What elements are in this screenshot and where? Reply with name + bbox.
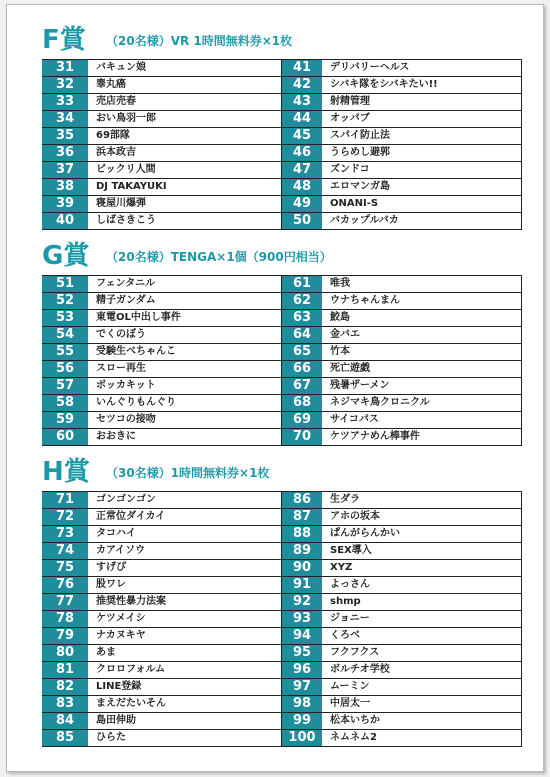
entry-name: ONANI-S — [330, 198, 379, 209]
entry-number: 37 — [42, 162, 88, 178]
entry-name: 浜本政吉 — [96, 147, 136, 158]
entry-row — [282, 713, 522, 730]
entry-number: 97 — [282, 679, 322, 695]
entry-number: 64 — [282, 327, 322, 343]
entry-row — [282, 310, 522, 327]
entry-name: オッパブ — [330, 113, 370, 124]
entry-row — [42, 60, 282, 77]
entry-row — [42, 492, 282, 509]
entry-number: 90 — [282, 560, 322, 576]
entry-row — [42, 577, 282, 594]
entry-number: 33 — [42, 94, 88, 110]
entry-number: 79 — [42, 628, 88, 644]
entry-number: 35 — [42, 128, 88, 144]
entry-row — [282, 543, 522, 560]
entry-row — [42, 679, 282, 696]
entry-number: 87 — [282, 509, 322, 525]
entry-row — [42, 412, 282, 429]
entry-name: シバキ隊をシバキたい!! — [330, 79, 438, 90]
entry-row — [42, 213, 282, 230]
entry-row — [42, 310, 282, 327]
entry-number: 42 — [282, 77, 322, 93]
entry-name: でくのぼう — [96, 329, 146, 340]
entry-row — [282, 509, 522, 526]
entry-table — [42, 275, 522, 444]
entry-number: 70 — [282, 429, 322, 445]
entry-row — [282, 679, 522, 696]
entry-number: 50 — [282, 213, 322, 229]
entry-row — [282, 293, 522, 310]
right-column — [282, 276, 522, 446]
entry-name: フェンタニル — [96, 278, 156, 289]
prize-title: H賞 — [42, 457, 90, 487]
entry-number: 55 — [42, 344, 88, 360]
entry-name: おおきに — [96, 431, 136, 442]
entry-name: クロロフォルム — [96, 664, 166, 675]
entry-number: 92 — [282, 594, 322, 610]
entry-number: 34 — [42, 111, 88, 127]
entry-name: ビックリ人間 — [96, 164, 156, 175]
entry-number: 81 — [42, 662, 88, 678]
entry-name: 東電OL中出し事件 — [96, 312, 181, 323]
entry-name: 死亡遊戯 — [330, 363, 370, 374]
entry-name: ぱんがらんかい — [330, 528, 400, 539]
entry-table — [42, 59, 522, 228]
entry-row — [42, 327, 282, 344]
entry-name: 生ダラ — [330, 494, 360, 505]
entry-number: 51 — [42, 276, 88, 292]
entry-name: 松本いちか — [330, 715, 380, 726]
entry-row — [282, 526, 522, 543]
entry-row — [282, 60, 522, 77]
entry-name: 股ワレ — [96, 579, 126, 590]
entry-number: 31 — [42, 60, 88, 76]
entry-number: 47 — [282, 162, 322, 178]
entry-number: 41 — [282, 60, 322, 76]
entry-number: 36 — [42, 145, 88, 161]
entry-number: 95 — [282, 645, 322, 661]
entry-row — [282, 111, 522, 128]
entry-row — [42, 179, 282, 196]
entry-row — [282, 662, 522, 679]
prize-section-h — [42, 455, 522, 745]
entry-row — [282, 492, 522, 509]
prize-description: （20名様）TENGA×1個（900円相当） — [106, 250, 332, 264]
entry-name: ケツアナめん棒事件 — [330, 431, 420, 442]
entry-name: エロマンガ島 — [330, 181, 390, 192]
entry-row — [42, 645, 282, 662]
entry-row — [282, 628, 522, 645]
entry-name: スロー再生 — [96, 363, 146, 374]
entry-row — [282, 730, 522, 747]
right-column — [282, 60, 522, 230]
entry-row — [42, 429, 282, 446]
entry-name: ムーミン — [330, 681, 370, 692]
entry-row — [42, 94, 282, 111]
entry-number: 76 — [42, 577, 88, 593]
entry-row — [282, 577, 522, 594]
entry-name: アホの坂本 — [330, 511, 380, 522]
entry-row — [42, 560, 282, 577]
entry-number: 68 — [282, 395, 322, 411]
entry-row — [42, 713, 282, 730]
entry-row — [282, 77, 522, 94]
left-column — [42, 60, 282, 230]
entry-number: 46 — [282, 145, 322, 161]
entry-name: 精子ガンダム — [96, 295, 156, 306]
entry-number: 52 — [42, 293, 88, 309]
entry-row — [282, 412, 522, 429]
prize-title: F賞 — [42, 25, 86, 55]
entry-name: ゴンゴンゴン — [96, 494, 156, 505]
entry-name: LINE登録 — [96, 681, 142, 692]
entry-name: SEX導入 — [330, 545, 372, 556]
entry-name: shmp — [330, 596, 361, 607]
entry-row — [282, 145, 522, 162]
entry-row — [42, 662, 282, 679]
entry-number: 65 — [282, 344, 322, 360]
entry-number: 82 — [42, 679, 88, 695]
entry-row — [282, 94, 522, 111]
entry-name: スパイ防止法 — [330, 130, 390, 141]
entry-number: 32 — [42, 77, 88, 93]
entry-number: 80 — [42, 645, 88, 661]
entry-row — [282, 128, 522, 145]
entry-name: いんぐりもんぐり — [96, 397, 176, 408]
entry-name: 島田伸助 — [96, 715, 136, 726]
entry-name: 射精管理 — [330, 96, 370, 107]
entry-name: 睾丸癌 — [96, 79, 126, 90]
entry-row — [282, 162, 522, 179]
entry-number: 39 — [42, 196, 88, 212]
entry-number: 73 — [42, 526, 88, 542]
entry-number: 72 — [42, 509, 88, 525]
entry-name: 正常位ダイカイ — [96, 511, 166, 522]
entry-number: 49 — [282, 196, 322, 212]
section-header — [42, 455, 522, 491]
entry-name: DJ TAKAYUKI — [96, 181, 167, 192]
entry-name: 売店売春 — [96, 96, 136, 107]
entry-row — [42, 628, 282, 645]
entry-number: 91 — [282, 577, 322, 593]
entry-row — [42, 543, 282, 560]
entry-name: ネムネム2 — [330, 732, 377, 743]
entry-row — [282, 429, 522, 446]
entry-name: よっさん — [330, 579, 370, 590]
entry-name: すげぴ — [96, 562, 126, 573]
entry-name: あま — [96, 647, 116, 658]
entry-name: XYZ — [330, 562, 353, 573]
entry-name: 唯我 — [330, 278, 350, 289]
prize-section-g — [42, 239, 522, 444]
entry-name: カアイソウ — [96, 545, 146, 556]
entry-name: ひらた — [96, 732, 126, 743]
entry-name: ネジマキ鳥クロニクル — [330, 397, 430, 408]
entry-number: 88 — [282, 526, 322, 542]
entry-name: ボルチオ学校 — [330, 664, 390, 675]
entry-number: 60 — [42, 429, 88, 445]
entry-row — [282, 378, 522, 395]
entry-name: しばさきこう — [96, 215, 156, 226]
entry-number: 84 — [42, 713, 88, 729]
entry-number: 38 — [42, 179, 88, 195]
entry-name: 69部隊 — [96, 130, 130, 141]
entry-number: 85 — [42, 730, 88, 746]
entry-name: ズンドコ — [330, 164, 370, 175]
entry-row — [42, 196, 282, 213]
entry-number: 96 — [282, 662, 322, 678]
entry-name: 竹本 — [330, 346, 350, 357]
entry-number: 74 — [42, 543, 88, 559]
entry-row — [42, 611, 282, 628]
entry-row — [42, 361, 282, 378]
entry-name: 推奨性暴力法案 — [96, 596, 166, 607]
entry-row — [282, 344, 522, 361]
entry-number: 78 — [42, 611, 88, 627]
entry-number: 62 — [282, 293, 322, 309]
entry-row — [282, 361, 522, 378]
entry-number: 57 — [42, 378, 88, 394]
entry-name: タコハイ — [96, 528, 136, 539]
entry-name: 金バエ — [330, 329, 360, 340]
entry-number: 83 — [42, 696, 88, 712]
entry-name: ボッカキット — [96, 380, 156, 391]
entry-name: 鮫島 — [330, 312, 350, 323]
entry-number: 99 — [282, 713, 322, 729]
entry-name: 寝屋川爆弾 — [96, 198, 146, 209]
entry-name: うらめし避郭 — [330, 147, 390, 158]
entry-number: 48 — [282, 179, 322, 195]
entry-row — [42, 77, 282, 94]
entry-name: バキュン娘 — [96, 62, 146, 73]
entry-number: 44 — [282, 111, 322, 127]
entry-number: 94 — [282, 628, 322, 644]
entry-number: 75 — [42, 560, 88, 576]
entry-row — [282, 327, 522, 344]
entry-name: フクフクス — [330, 647, 380, 658]
entry-row — [42, 111, 282, 128]
entry-number: 63 — [282, 310, 322, 326]
entry-name: おい鳥羽一郎 — [96, 113, 156, 124]
entry-number: 69 — [282, 412, 322, 428]
entry-row — [42, 395, 282, 412]
entry-number: 89 — [282, 543, 322, 559]
entry-row — [282, 213, 522, 230]
entry-name: 中居太一 — [330, 698, 370, 709]
entry-row — [42, 128, 282, 145]
entry-number: 45 — [282, 128, 322, 144]
entry-row — [42, 378, 282, 395]
prize-description: （30名様）1時間無料券×1枚 — [106, 466, 270, 480]
entry-number: 53 — [42, 310, 88, 326]
entry-name: 残暑ザーメン — [330, 380, 390, 391]
entry-row — [42, 696, 282, 713]
right-column — [282, 492, 522, 747]
entry-name: ジョニー — [330, 613, 370, 624]
prize-title: G賞 — [42, 241, 90, 271]
entry-name: サイコパス — [330, 414, 379, 425]
entry-name: ケツメイシ — [96, 613, 146, 624]
entry-number: 54 — [42, 327, 88, 343]
left-column — [42, 492, 282, 747]
entry-row — [282, 560, 522, 577]
entry-name: まえだたいそん — [96, 698, 166, 709]
entry-number: 77 — [42, 594, 88, 610]
entry-number: 93 — [282, 611, 322, 627]
entry-number: 43 — [282, 94, 322, 110]
entry-row — [282, 179, 522, 196]
entry-number: 71 — [42, 492, 88, 508]
entry-row — [282, 395, 522, 412]
entry-row — [282, 594, 522, 611]
entry-row — [42, 276, 282, 293]
entry-name: デリバリーヘルス — [330, 62, 410, 73]
entry-name: くろベ — [330, 630, 360, 641]
entry-number: 61 — [282, 276, 322, 292]
entry-row — [282, 276, 522, 293]
entry-number: 86 — [282, 492, 322, 508]
entry-row — [42, 509, 282, 526]
entry-number: 67 — [282, 378, 322, 394]
entry-name: ウナちゃんまん — [330, 295, 400, 306]
entry-name: 受験生べちゃんこ — [96, 346, 176, 357]
entry-row — [42, 344, 282, 361]
entry-row — [42, 730, 282, 747]
section-header — [42, 239, 522, 275]
prize-section-f — [42, 23, 522, 228]
prize-description: （20名様）VR 1時間無料券×1枚 — [106, 34, 293, 48]
prize-list-page — [6, 4, 544, 772]
entry-row — [282, 611, 522, 628]
entry-number: 66 — [282, 361, 322, 377]
entry-number: 58 — [42, 395, 88, 411]
entry-row — [282, 196, 522, 213]
entry-table — [42, 491, 522, 745]
entry-number: 100 — [282, 730, 322, 746]
section-header — [42, 23, 522, 59]
entry-row — [42, 145, 282, 162]
entry-row — [42, 293, 282, 310]
entry-number: 40 — [42, 213, 88, 229]
entry-number: 98 — [282, 696, 322, 712]
left-column — [42, 276, 282, 446]
entry-row — [42, 162, 282, 179]
entry-name: セツコの接吻 — [96, 414, 156, 425]
entry-name: ナカヌキヤ — [96, 630, 146, 641]
entry-number: 59 — [42, 412, 88, 428]
entry-row — [282, 645, 522, 662]
entry-row — [42, 526, 282, 543]
entry-name: バカップルバカ — [330, 215, 399, 226]
entry-row — [42, 594, 282, 611]
entry-number: 56 — [42, 361, 88, 377]
entry-row — [282, 696, 522, 713]
